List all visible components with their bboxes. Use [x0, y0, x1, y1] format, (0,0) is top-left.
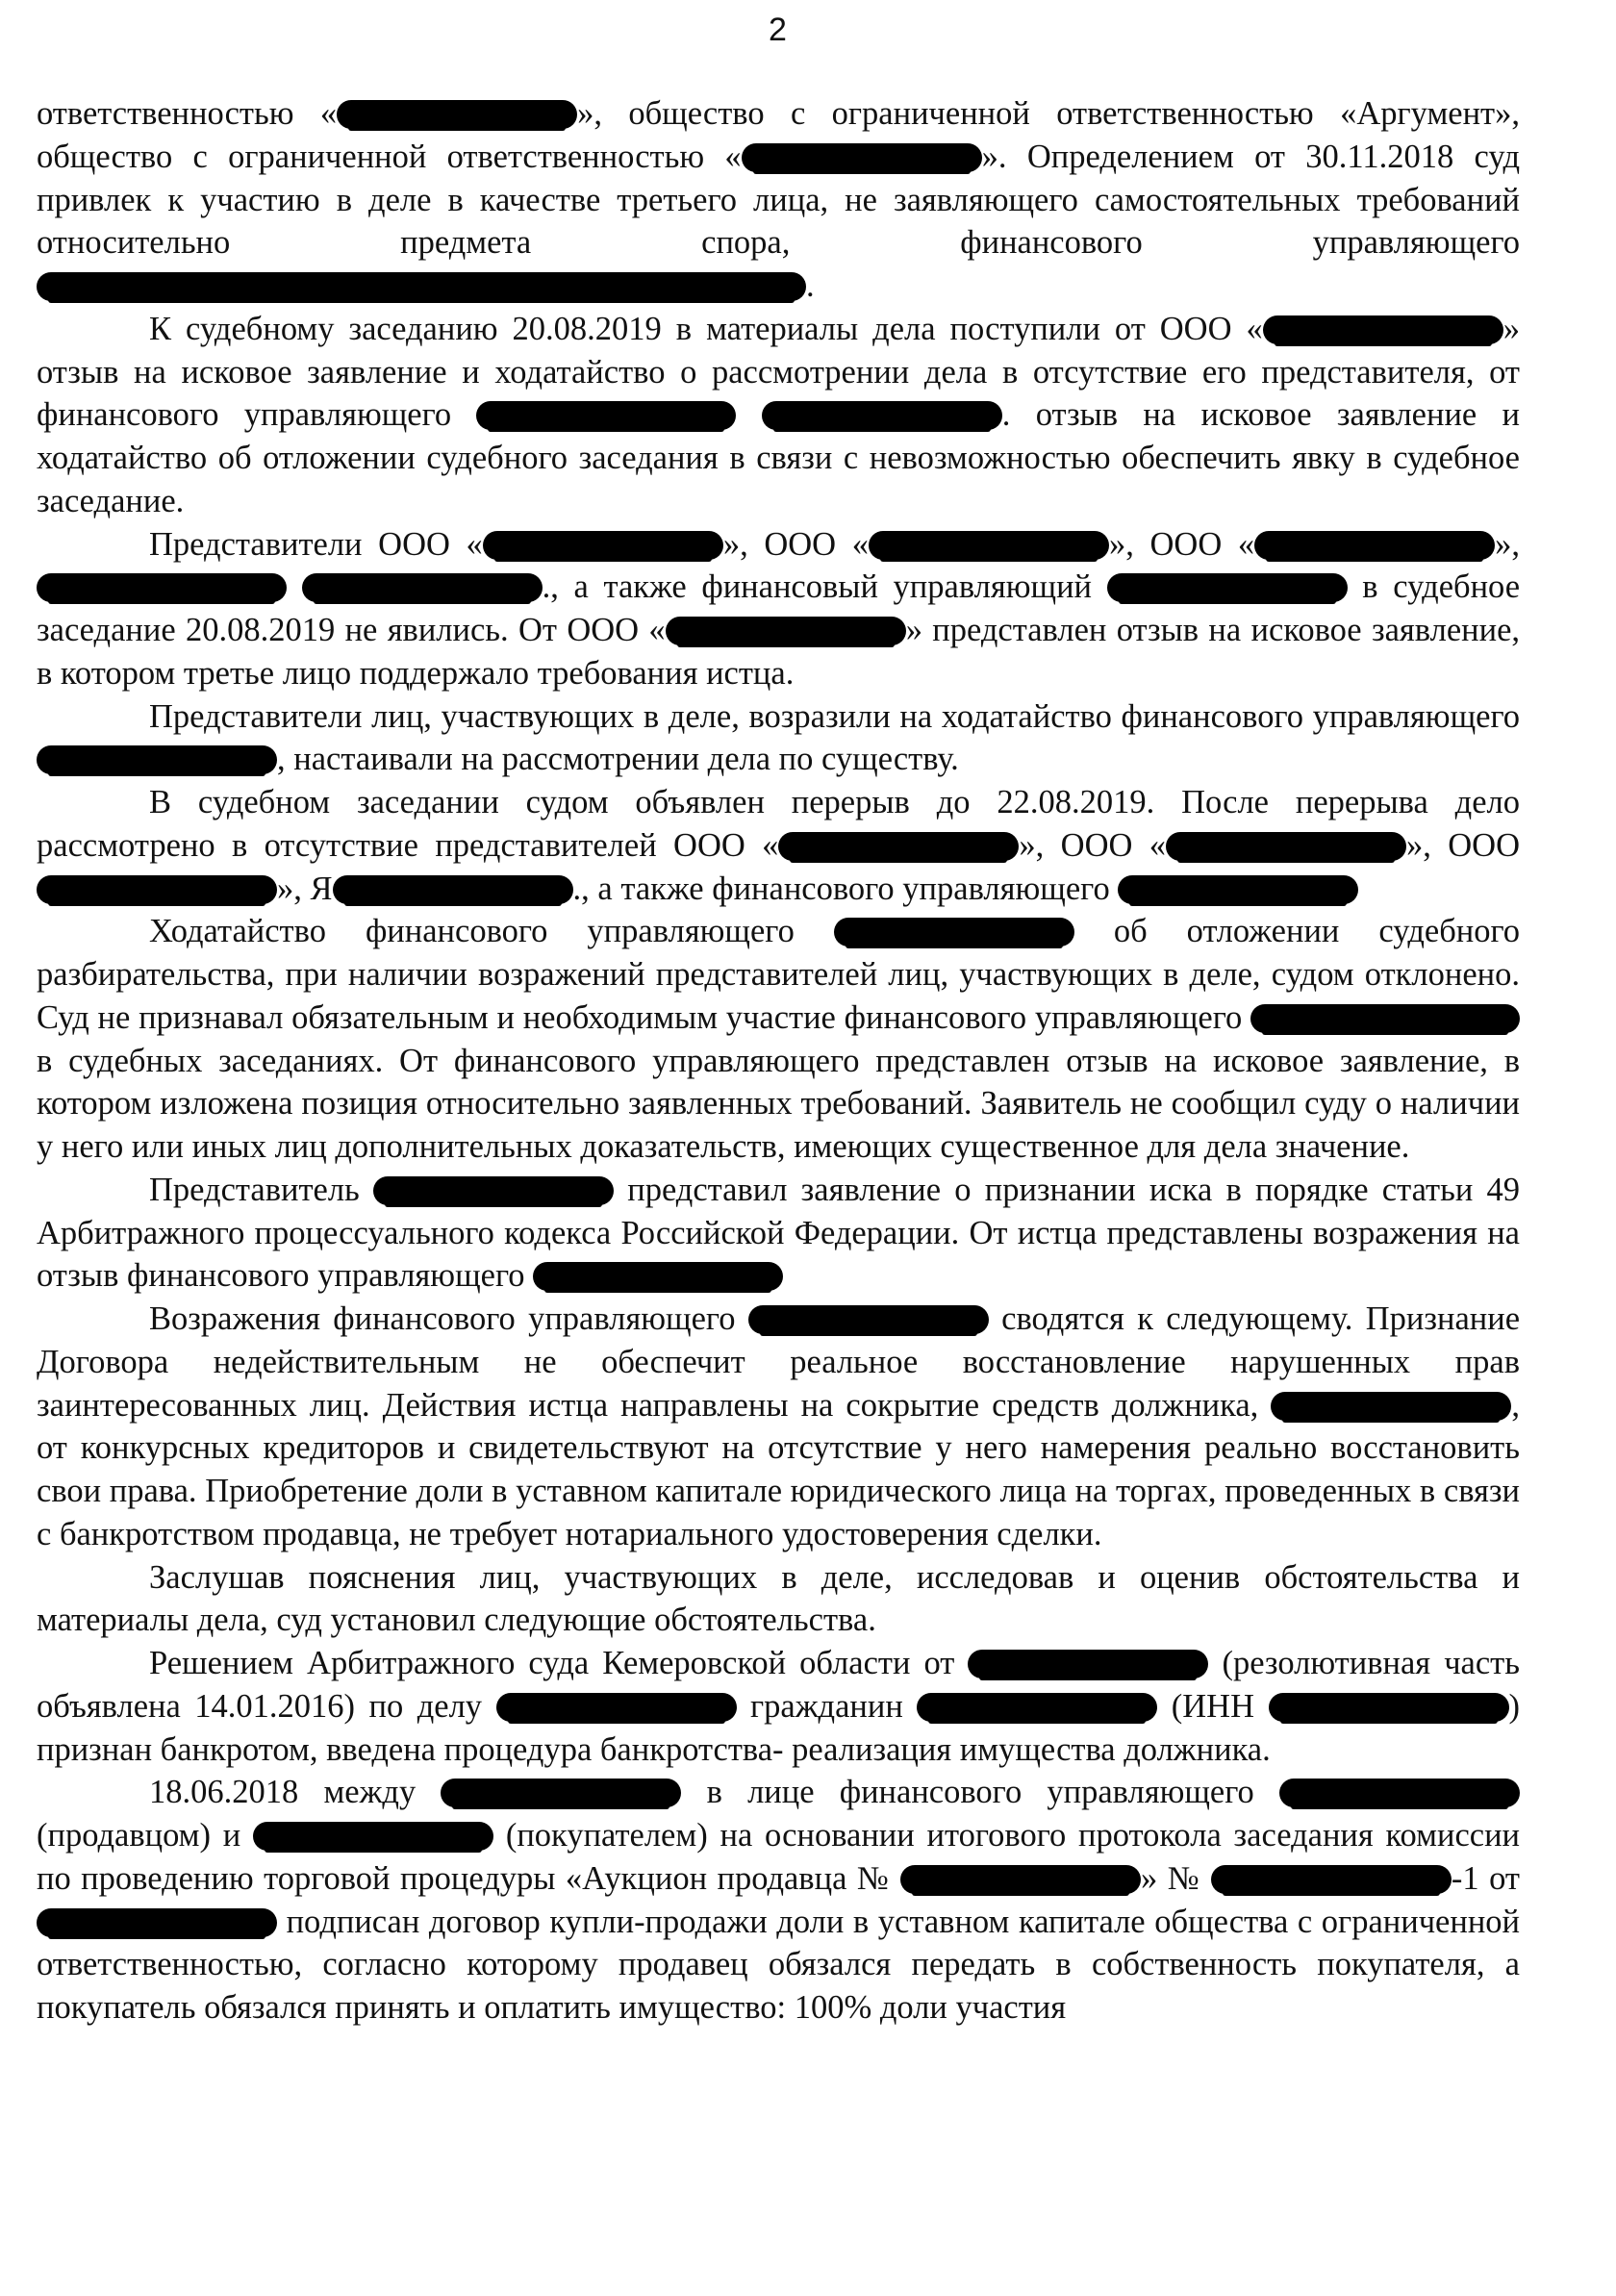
paragraph-text: » отзыв на исковое заявление и ходатайство о рассмотрении дела в отсутствие его представителя, от финансового управляющего — [37, 310, 1520, 434]
redaction-bar — [483, 531, 723, 560]
redaction-bar — [917, 1693, 1157, 1722]
redaction-bar — [1271, 1392, 1511, 1421]
paragraph-text: . отзыв на исковое заявление и ходатайство об отложении судебного заседания в связи с невозможностью обеспечить явку в судебное заседание. — [37, 396, 1520, 519]
paragraph-text: . — [806, 267, 815, 304]
redaction-bar — [1250, 1004, 1520, 1033]
paragraph-text: (покупателем) на основании итогового протокола заседания комиссии по проведению торговой процедуры «Аукцион продавца № — [37, 1817, 1520, 1897]
paragraph-text: (продавцом) и — [37, 1817, 254, 1854]
redaction-bar — [37, 573, 287, 602]
redaction-bar — [762, 401, 1002, 430]
paragraph-text: подписан договор купли-продажи доли в уставном капитале общества с ограниченной ответственностью, согласно которому продавец обязался передать в собственность покупателя, а покупатель обязался принять и оплатить имущество: 100% доли участия — [37, 1903, 1520, 2026]
paragraph-p11 — [37, 1771, 1520, 2030]
paragraph-text: в судебных заседаниях. От финансового управляющего представлен отзыв на исковое заявление, в котором изложена позиция относительно заявленных требований. Заявитель не сообщил суду о наличии у него или иных лиц дополнительных доказательств, имеющих существенное для дела значение. — [37, 1042, 1520, 1165]
redaction-bar — [337, 100, 577, 129]
redaction-bar — [834, 918, 1074, 946]
redaction-bar — [253, 1822, 493, 1851]
paragraph-text: Решением Арбитражного суда Кемеровской области от — [149, 1645, 969, 1681]
redaction-bar — [1263, 315, 1503, 344]
paragraph-text — [736, 396, 761, 433]
redaction-bar — [1118, 875, 1358, 904]
redaction-bar — [37, 875, 277, 904]
paragraph-p10 — [37, 1642, 1520, 1771]
redaction-bar — [968, 1650, 1208, 1678]
paragraph-text: Представители лиц, участвующих в деле, возразили на ходатайство финансового управляющего — [149, 697, 1520, 735]
redaction-bar — [37, 745, 277, 774]
paragraph-text: гражданин — [736, 1687, 918, 1725]
paragraph-text: », — [1495, 525, 1520, 563]
paragraph-text: Представители ООО « — [149, 525, 483, 563]
redaction-bar — [37, 1908, 277, 1937]
paragraph-text: сводятся к следующему. Признание Договора недействительным не обеспечит реальное восстановление нарушенных прав заинтересованных лиц. Действия истца направлены на сокрытие средств должника, — [37, 1300, 1521, 1424]
paragraph-text: ответственностью « — [37, 95, 338, 132]
paragraph-text: Ходатайство финансового управляющего — [149, 913, 834, 950]
paragraph-text: 18.06.2018 между — [149, 1774, 442, 1811]
redaction-bar — [1269, 1693, 1509, 1722]
paragraph-p4 — [37, 695, 1520, 782]
paragraph-text: -1 от — [1451, 1859, 1520, 1897]
paragraph-p8 — [37, 1298, 1520, 1556]
paragraph-text: », ООО « — [722, 525, 869, 563]
redaction-bar — [666, 617, 906, 645]
paragraph-text: в судебное заседание 20.08.2019 не явились. От ООО « — [37, 568, 1521, 648]
redaction-bar — [333, 875, 573, 904]
page-number: 2 — [769, 12, 787, 48]
paragraph-text: В судебном заседании судом объявлен перерыв до 22.08.2019. После перерыва дело рассмотрено в отсутствие представителей ООО « — [37, 784, 1520, 864]
paragraph-p3 — [37, 523, 1520, 695]
paragraph-text: » представлен отзыв на исковое заявление, в котором третье лицо поддержало требования истца. — [37, 612, 1521, 692]
redaction-bar — [900, 1865, 1141, 1894]
paragraph-text: » № — [1141, 1859, 1211, 1897]
paragraph-text: представил заявление о признании иска в порядке статьи 49 Арбитражного процессуального кодекса Российской Федерации. От истца представлены возражения на отзыв финансового управляющего — [37, 1171, 1520, 1295]
redaction-bar — [742, 143, 982, 172]
paragraph-text: », общество с ограниченной ответственностью «Аргумент», общество с ограниченной ответственностью « — [37, 95, 1521, 175]
document-body — [37, 92, 1520, 2030]
paragraph-p1 — [37, 92, 1520, 308]
paragraph-text: , от конкурсных кредиторов и свидетельствуют на отсутствие у него намерения реально восстановить свои права. Приобретение доли в уставном капитале юридического лица на торгах, проведенных в связи с банкротством продавца, не требует нотариального удостоверения сделки. — [37, 1386, 1520, 1552]
paragraph-p6 — [37, 910, 1520, 1169]
redaction-bar — [1166, 832, 1406, 861]
paragraph-text: », ООО « — [1019, 826, 1167, 864]
redaction-bar — [476, 401, 736, 430]
redaction-bar — [302, 573, 543, 602]
redaction-bar — [1107, 573, 1348, 602]
paragraph-text: », Я — [277, 870, 333, 907]
paragraph-text: Представитель — [149, 1171, 374, 1208]
paragraph-text: », ООО — [1406, 826, 1520, 864]
paragraph-text: Заслушав пояснения лиц, участвующих в деле, исследовав и оценив обстоятельства и материалы дела, суд установил следующие обстоятельства. — [37, 1558, 1520, 1639]
paragraph-text: ». Определением от 30.11.2018 суд привлек к участию в деле в качестве третьего лица, не заявляющего самостоятельных требований относительно предмета спора, финансового управляющего — [37, 138, 1521, 262]
paragraph-p2 — [37, 308, 1520, 523]
redaction-bar — [37, 272, 806, 301]
paragraph-text: К судебному заседанию 20.08.2019 в материалы дела поступили от ООО « — [149, 310, 1263, 347]
redaction-bar — [496, 1693, 737, 1722]
paragraph-text: Возражения финансового управляющего — [149, 1300, 748, 1337]
paragraph-p7 — [37, 1169, 1520, 1298]
paragraph-text — [287, 568, 302, 605]
redaction-bar — [1254, 531, 1495, 560]
redaction-bar — [778, 832, 1019, 861]
redaction-bar — [373, 1176, 614, 1205]
paragraph-text: , настаивали на рассмотрении дела по существу. — [277, 741, 959, 778]
paragraph-text: », ООО « — [1108, 525, 1255, 563]
redaction-bar — [1279, 1779, 1520, 1807]
redaction-bar — [748, 1305, 989, 1334]
paragraph-text: ) признан банкротом, введена процедура банкротства- реализация имущества должника. — [37, 1687, 1520, 1768]
paragraph-text: ., а также финансового управляющего — [572, 870, 1119, 907]
redaction-bar — [441, 1779, 681, 1807]
paragraph-text: об отложении судебного разбирательства, при наличии возражений представителей лиц, участвующих в деле, судом отклонено. Суд не признавал обязательным и необходимым участие финансового управляющего — [37, 913, 1520, 1036]
paragraph-text: (ИНН — [1157, 1687, 1269, 1725]
paragraph-p9 — [37, 1556, 1520, 1643]
paragraph-text: в лице финансового управляющего — [681, 1774, 1279, 1811]
redaction-bar — [533, 1262, 783, 1291]
paragraph-text: (резолютивная часть объявлена 14.01.2016) по делу — [37, 1645, 1520, 1725]
paragraph-text: ., а также финансовый управляющий — [542, 568, 1107, 606]
redaction-bar — [1211, 1865, 1452, 1894]
paragraph-p5 — [37, 781, 1520, 910]
redaction-bar — [869, 531, 1109, 560]
